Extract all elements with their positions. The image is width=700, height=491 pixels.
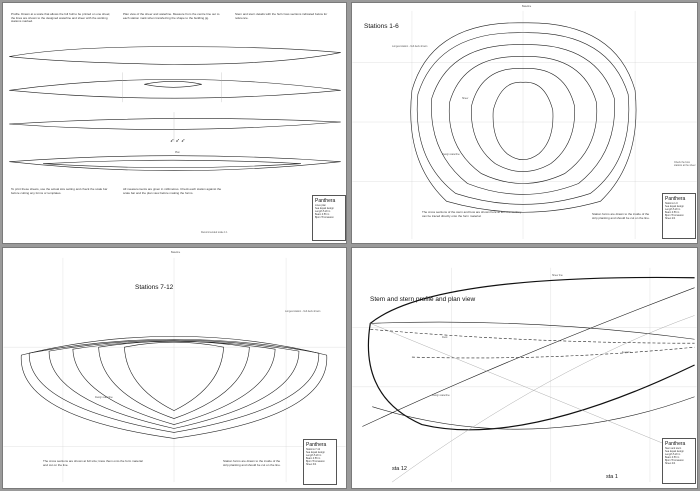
bottom-outline-top [9, 156, 340, 162]
side-keel [9, 122, 340, 129]
profile-keel [9, 53, 340, 65]
sheet3-note-right: Longest station - hull deck shown [285, 310, 321, 313]
title-block-line: Length 5.20 m [665, 208, 681, 211]
plan-figure-label: Plan [175, 151, 180, 154]
title-block-brand: Panthera [665, 441, 686, 447]
sheet3-title: Stations 7-12 [135, 284, 174, 291]
sheer-line [370, 322, 694, 339]
sheet-stem-stern [351, 247, 698, 489]
stations-7-12-drawing [3, 248, 346, 488]
sheet2-note-center: Sheer [462, 97, 469, 100]
sheet2-header-label: Baseline [522, 5, 532, 8]
dashed-plan-line-2 [412, 347, 695, 358]
sheet2-note-right: Check the bow stations at the sheer [674, 161, 696, 167]
sheet2-note-top: Longest station - hull deck shown [392, 45, 428, 48]
construction-line-2 [392, 315, 694, 482]
stem-stern-drawing [352, 248, 697, 488]
plan-outline-top [9, 79, 340, 90]
title-block-line: Sea kayak design [315, 207, 334, 210]
title-block-line: Beam 0.56 m [315, 213, 330, 216]
station-1-label: sta 1 [606, 474, 618, 480]
scale-note: Recommended scale 1:1 [201, 231, 228, 234]
sheet3-waterline-label: Design waterline [95, 396, 113, 399]
title-block-line: Bjorn Thomasson [315, 216, 334, 219]
title-block-line: Bjorn Thomasson [665, 459, 684, 462]
sheet1-text-col1: Profile. Drawn at a scale that allows the full hull to be printed on one sheet; the lines are shown to the designed waterline and sheer with the working stations marked. [11, 12, 111, 24]
sheet-number: Sheet 4/4 [665, 462, 676, 465]
sheet-stations-1-6 [351, 2, 698, 244]
stations-1-6-drawing [352, 3, 697, 243]
sheet3-header-label: Baseline [171, 251, 181, 254]
title-block-line: Beam 0.56 m [306, 457, 321, 460]
sheet-number: Sheet 2/4 [665, 217, 676, 220]
logo-mark: ➶ ➶ ➶ [170, 138, 186, 144]
title-block-line: Length 5.20 m [315, 210, 331, 213]
side-sheer [9, 118, 340, 124]
hull-lines-drawing [3, 3, 346, 243]
title-block-1 [312, 195, 346, 241]
sheet1-text-bottom-left: To print these sheets, use the actual size setting and check the scale bar before cutting any forms or templates. [11, 187, 108, 195]
title-block-3 [303, 439, 337, 485]
title-block-brand: Panthera [306, 442, 327, 448]
sheet-number: Sheet 3/4 [306, 463, 317, 466]
title-block-subtitle: Stations 7-12 [306, 448, 321, 451]
dashed-plan-line [370, 329, 694, 343]
sheet3-text-bottom-right: Station forms are drawn to the inside of the strip planking and should be cut on the line. [223, 459, 281, 467]
sheet2-text-bottom-right: Station forms are drawn to the inside of the strip planking and should be cut on the line. [592, 212, 650, 220]
title-block-subtitle: Stem and stern [665, 447, 682, 450]
title-block-line: Bjorn Thomasson [665, 214, 684, 217]
title-block-4 [662, 438, 696, 484]
station-12-label: sta 12 [392, 466, 407, 472]
sheet3-text-bottom: The cross sections are shown at full size; trace them onto the form material and cut on the line. [43, 459, 143, 467]
title-block-line: Bjorn Thomasson [306, 460, 325, 463]
title-block-brand: Panthera [665, 196, 686, 202]
profile-sheer [9, 47, 340, 57]
sheet1-text-bottom-mid: All measurements are given in millimetres. Check each station against the scale bar and the plan view before making the forms. [123, 187, 222, 195]
sheet4-label-sheer: Sheer line [552, 274, 563, 277]
sheet4-label-deck: Deck [442, 336, 448, 339]
title-block-2 [662, 193, 696, 239]
construction-line [370, 323, 694, 456]
title-block-line: Length 5.20 m [665, 453, 681, 456]
title-block-line: Beam 0.56 m [665, 456, 680, 459]
sheet4-label-waterline: Design waterline [432, 394, 450, 397]
sheet4-title: Stem and stern profile and plan view [370, 296, 476, 303]
title-block-line: Beam 0.56 m [665, 211, 680, 214]
title-block-line: Sea kayak design [665, 450, 684, 453]
sheet1-text-col2: Plan view of the sheer and waterline. Measure from the centre line out to each station mark when transferring the shape to the building jig. [123, 12, 220, 20]
sheet-stations-7-12 [2, 247, 347, 489]
plan-cockpit [144, 81, 202, 87]
title-block-subtitle: Lines plan [315, 204, 326, 207]
sheet2-waterline-label: Design waterline [442, 153, 460, 156]
sheet2-title: Stations 1-6 [364, 23, 399, 30]
sheet2-text-bottom-left: The cross sections of the stern and bow are shown here at full size so they can be traced directly onto the form material. [422, 210, 522, 218]
title-block-line: Length 5.20 m [306, 454, 322, 457]
title-block-brand: Panthera [315, 198, 336, 204]
title-block-line: Sea kayak design [665, 205, 684, 208]
sheet1-text-col3: Stem and stern details with the hull cross sections indicated below for reference. [235, 12, 328, 20]
sheet4-label-keel: Keel line [622, 351, 632, 354]
title-block-subtitle: Stations 1-6 [665, 202, 678, 205]
plan-outline-bottom [9, 90, 340, 98]
title-block-line: Sea kayak design [306, 451, 325, 454]
bottom-waterline [43, 160, 301, 167]
sheet-lines-plan [2, 2, 347, 244]
